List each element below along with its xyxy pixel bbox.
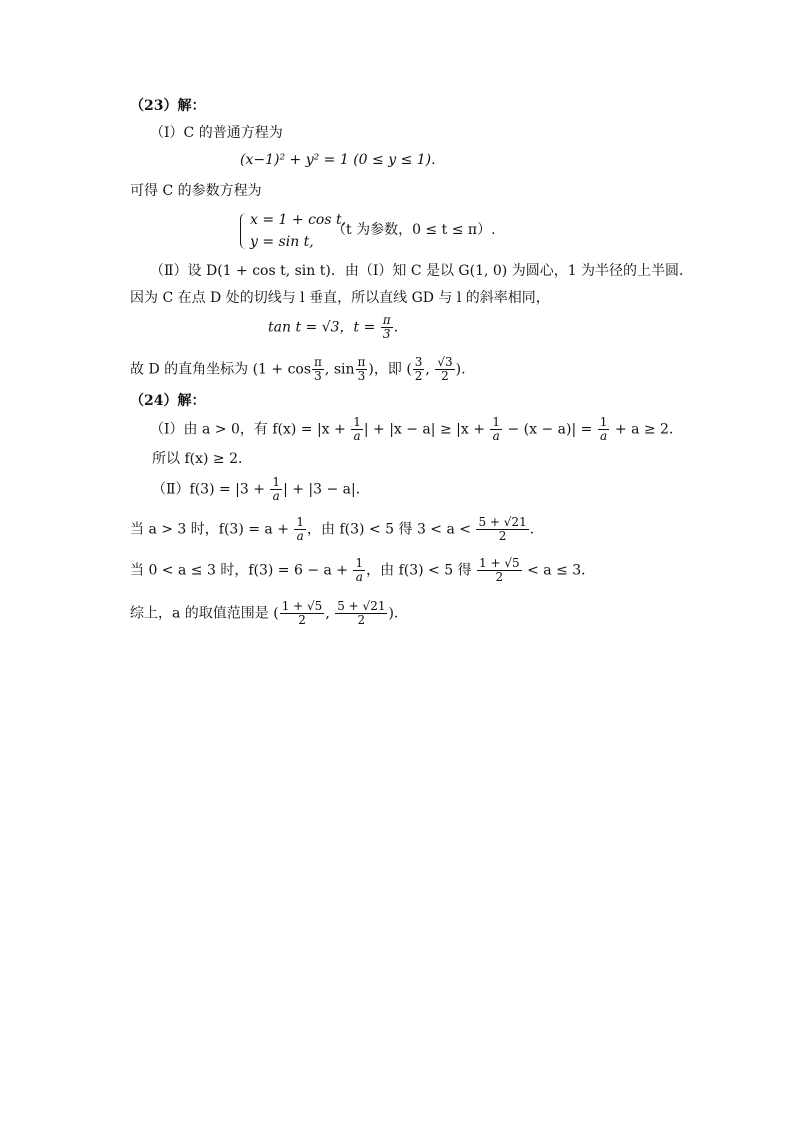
q23-tan-equation: tan t = √3，t = $\frac{\pi}{3}$ . [268, 313, 399, 341]
fraction-1-over-a: $\frac{1}{a}$ [355, 556, 364, 584]
fraction-5-plus-sqrt21-over-2: $\frac{5 + √21}{2}$ [337, 599, 386, 627]
tan-text: tan t = √3，t = [268, 319, 380, 336]
fraction-pi-over-3: $\frac{\pi}{3}$ [357, 355, 366, 383]
q23-param-note: （t 为参数，0 ≤ t ≤ π）. [332, 222, 496, 238]
q24-case2: 当 0 < a ≤ 3 时，f(3) = 6 − a + $\frac{1}{a}$ ，由 f(3) < 5 得 $\frac{1 + √5}{2}$ < a ≤ 3． [130, 556, 596, 584]
q23-conclusion: 故 D 的直角坐标为 (1 + cos $\frac{\pi}{3}$ , sin $\frac{\pi}{3}$ )，即 ( $\frac{3}{2}$ , $\frac{√3}{2}$ ). [130, 355, 466, 383]
param-x-row: x = 1 + cos t, [250, 212, 347, 228]
fraction-5-plus-sqrt21-over-2: $\frac{5 + √21}{2}$ [478, 515, 527, 543]
q24-part1: （Ⅰ）由 a > 0，有 f(x) = |x + $\frac{1}{a}$ | + |x − a| ≥ |x + $\frac{1}{a}$ − (x − a)| = $\frac{1}{a}$ + a ≥ 2． [150, 415, 683, 443]
fraction-sqrt3-over-2: $\frac{√3}{2}$ [437, 355, 453, 383]
fraction-1-over-a: $\frac{1}{a}$ [599, 415, 608, 443]
q23-equation-standard: (x−1)² + y² = 1 (0 ≤ y ≤ 1). [240, 152, 436, 168]
fraction-3-over-2: $\frac{3}{2}$ [414, 355, 423, 383]
q24-part2: （Ⅱ）f(3) = |3 + $\frac{1}{a}$ | + |3 − a|． [152, 475, 370, 503]
fraction-1-over-a: $\frac{1}{a}$ [296, 515, 305, 543]
q23-param-intro: 可得 C 的参数方程为 [130, 183, 262, 199]
brace-symbol [240, 213, 248, 249]
fraction-1-plus-sqrt5-over-2: $\frac{1 + √5}{2}$ [479, 556, 520, 584]
fraction-1-plus-sqrt5-over-2: $\frac{1 + √5}{2}$ [281, 599, 323, 627]
q23-part2-line2: 因为 C 在点 D 处的切线与 l 垂直，所以直线 GD 与 l 的斜率相同， [130, 290, 550, 306]
param-y-row: y = sin t, [250, 234, 314, 250]
q23-header: （23）解： [130, 98, 206, 114]
fraction-1-over-a: $\frac{1}{a}$ [492, 415, 501, 443]
fraction-1-over-a: $\frac{1}{a}$ [272, 475, 281, 503]
fraction-1-over-a: $\frac{1}{a}$ [353, 415, 361, 443]
q24-final-range: 综上，a 的取值范围是 ( $\frac{1 + √5}{2}$ , $\frac{5 + √21}{2}$ ). [130, 599, 399, 627]
q24-so-line: 所以 f(x) ≥ 2． [152, 451, 252, 467]
q24-header: （24）解： [130, 393, 206, 409]
fraction-pi-over-3: $\frac{\pi}{3}$ [314, 355, 322, 383]
q24-case1: 当 a > 3 时，f(3) = a + $\frac{1}{a}$ ，由 f(3) < 5 得 3 < a < $\frac{5 + √21}{2}$ . [130, 515, 535, 543]
q23-part1-intro: （Ⅰ）C 的普通方程为 [150, 125, 283, 141]
fraction-pi-over-3: $\frac{\pi}{3}$ [382, 313, 391, 341]
q23-part2-line1: （Ⅱ）设 D(1 + cos t, sin t)．由（Ⅰ）知 C 是以 G(1, 0) 为圆心，1 为半径的上半圆． [150, 263, 694, 279]
